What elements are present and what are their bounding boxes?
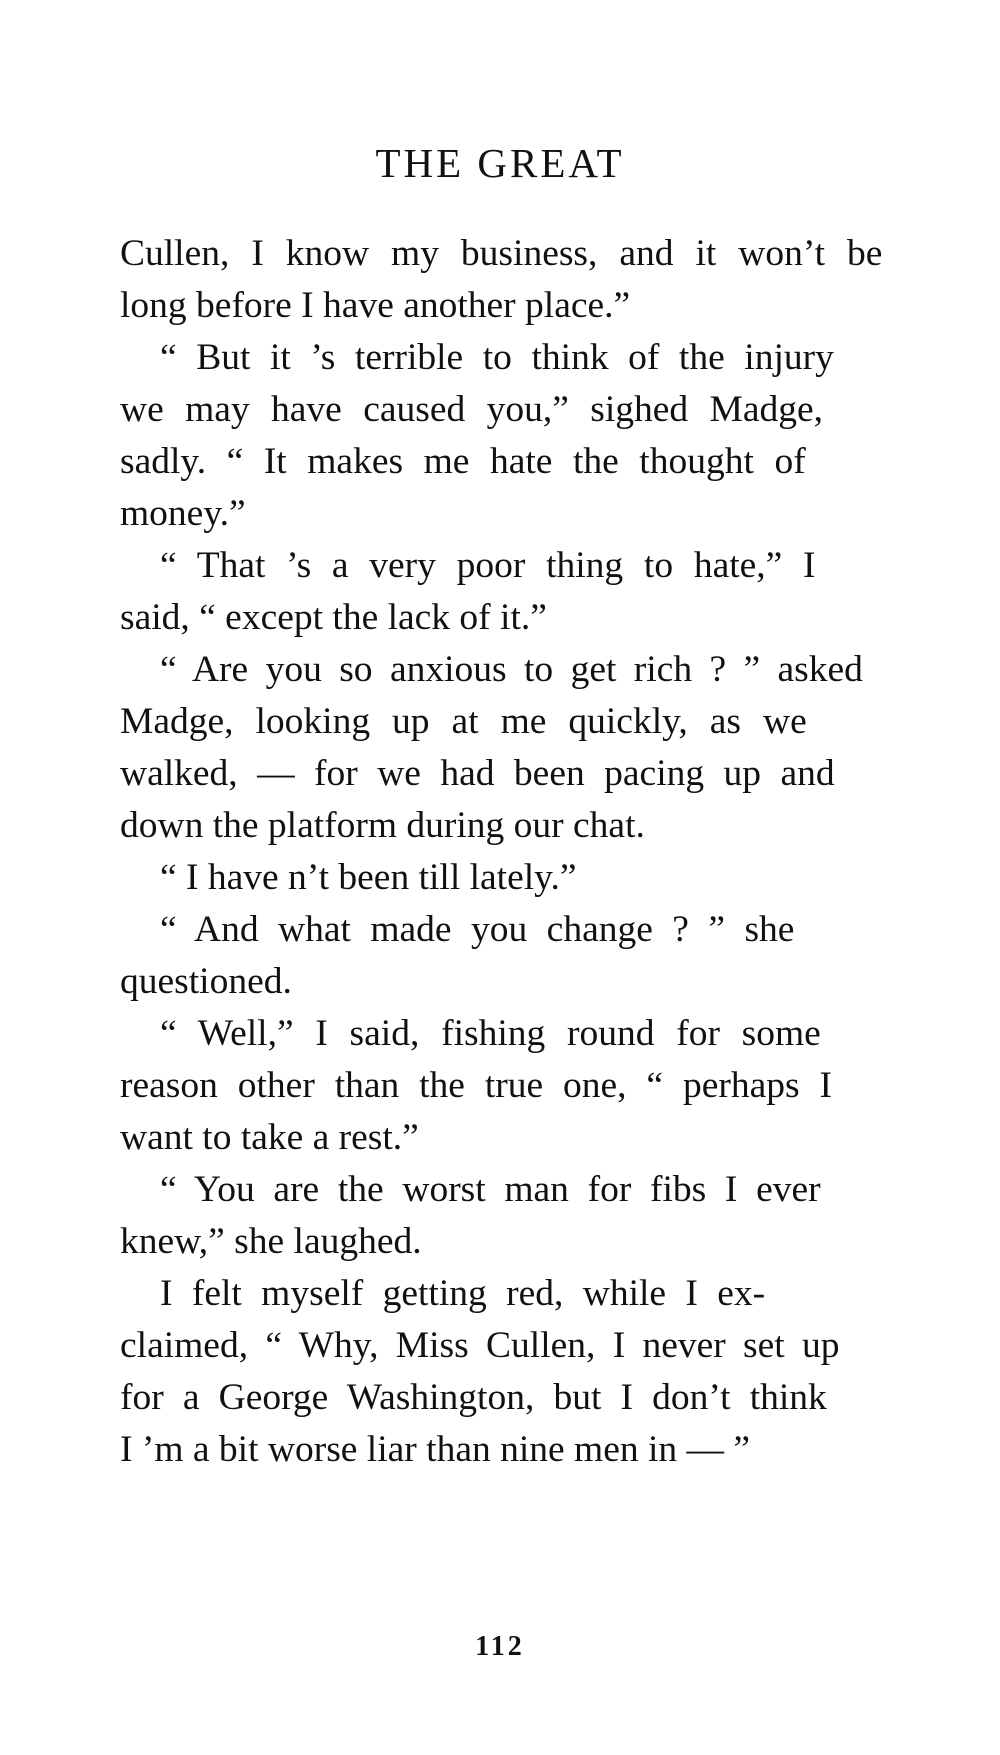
text-line: “ And what made you change ? ” she xyxy=(160,909,795,950)
text-line: “ You are the worst man for fibs I ever xyxy=(160,1169,821,1210)
text-line: claimed, “ Why, Miss Cullen, I never set up xyxy=(120,1325,840,1366)
text-line: questioned. xyxy=(120,961,292,1002)
text-line: want to take a rest.” xyxy=(120,1117,419,1158)
text-line: “ That ’s a very poor thing to hate,” I xyxy=(160,545,816,586)
text-line: money.” xyxy=(120,493,246,534)
text-line: “ I have n’t been till lately.” xyxy=(160,857,577,898)
text-line: said, “ except the lack of it.” xyxy=(120,597,547,638)
text-line: “ Are you so anxious to get rich ? ” asked xyxy=(160,649,863,690)
text-line: sadly. “ It makes me hate the thought of xyxy=(120,441,806,482)
body-text-block xyxy=(120,228,895,1476)
text-line: for a George Washington, but I don’t think xyxy=(120,1377,827,1418)
text-line: I ’m a bit worse liar than nine men in — ” xyxy=(120,1429,751,1470)
text-line: down the platform during our chat. xyxy=(120,805,645,846)
text-line: we may have caused you,” sighed Madge, xyxy=(120,389,824,430)
text-line: walked, — for we had been pacing up and xyxy=(120,753,835,794)
text-line: reason other than the true one, “ perhaps I xyxy=(120,1065,832,1106)
text-line: “ Well,” I said, fishing round for some xyxy=(160,1013,821,1054)
text-line: long before I have another place.” xyxy=(120,285,631,326)
text-line: “ But it ’s terrible to think of the injury xyxy=(160,337,834,378)
text-line: Madge, looking up at me quickly, as we xyxy=(120,701,807,742)
text-line: I felt myself getting red, while I ex- xyxy=(160,1273,766,1314)
text-line: knew,” she laughed. xyxy=(120,1221,422,1262)
running-head-title: THE GREAT xyxy=(375,140,625,186)
text-line: Cullen, I know my business, and it won’t be xyxy=(120,233,883,274)
page-number: 112 xyxy=(475,1631,525,1662)
